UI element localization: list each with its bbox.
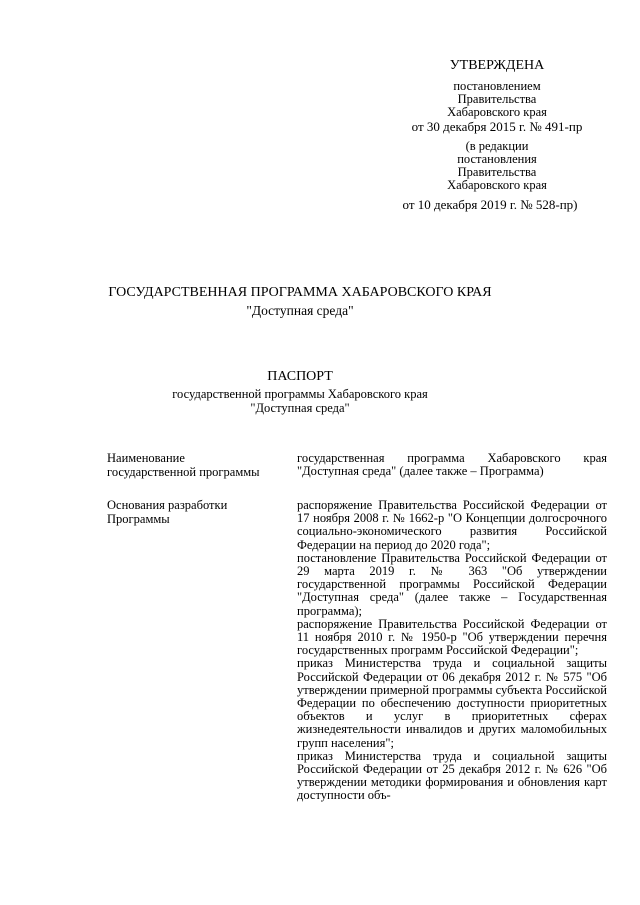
passport-title: ПАСПОРТ — [267, 369, 333, 384]
approval-stamp — [392, 58, 602, 212]
edition-line-3: Правительства — [457, 165, 537, 179]
row-value-grounds — [297, 499, 607, 803]
row-label-grounds: Основания разработки Программы — [107, 498, 228, 526]
row-paragraph: распоряжение Правительства Российской Федерации от 17 ноября 2008 г. № 1662-р "О Концепции долгосрочного социально-экономического развития Российской Федерации на период до 2020 года"; — [297, 498, 607, 552]
approval-date: от 30 декабря 2015 г. № 491-пр — [411, 119, 583, 134]
edition-date: от 10 декабря 2019 г. № 528-пр) — [402, 197, 578, 212]
edition-line-1: (в редакции — [465, 139, 529, 153]
row-paragraph: распоряжение Правительства Российской Федерации от 11 ноября 2010 г. № 1950-р "Об утверждении перечня государственных программ Российской Федерации"; — [297, 616, 607, 658]
approval-line-1: постановлением — [453, 79, 541, 93]
row-value-program-name — [297, 452, 607, 478]
passport-subtitle-line-2: "Доступная среда" — [250, 400, 350, 415]
passport-subtitle — [150, 388, 450, 415]
row-paragraph: государственная программа Хабаровского края "Доступная среда" (далее также – Программа) — [297, 451, 607, 479]
program-subtitle: "Доступная среда" — [246, 303, 354, 318]
row-paragraph: приказ Министерства труда и социальной защиты Российской Федерации от 06 декабря 2012 г. № 575 "Об утверждении примерной программы субъекта Российской Федерации по обеспечению доступности приоритетных объектов и услуг в приоритетных сферах жизнедеятельности инвалидов и других маломобильных групп населения"; — [297, 656, 607, 750]
approval-line-3: Хабаровского края — [447, 105, 547, 119]
program-title: ГОСУДАРСТВЕННАЯ ПРОГРАММА ХАБАРОВСКОГО КРАЯ — [108, 285, 492, 300]
row-paragraph: приказ Министерства труда и социальной защиты Российской Федерации от 25 декабря 2012 г. № 626 "Об утверждении методики формирования и обновления карт доступности объ- — [297, 748, 607, 803]
row-label-program-name: Наименование государственной программы — [107, 451, 260, 479]
passport-subtitle-line-1: государственной программы Хабаровского края — [172, 387, 428, 401]
edition-line-4: Хабаровского края — [447, 178, 547, 192]
approval-heading: УТВЕРЖДЕНА — [449, 58, 545, 73]
approval-line-2: Правительства — [457, 92, 537, 106]
row-paragraph: постановление Правительства Российской Федерации от 29 марта 2019 г. № 363 "Об утверждении государственной программы Российской Федерации "Доступная среда" (далее также – Государственная программа); — [297, 550, 607, 618]
edition-line-2: постановления — [457, 152, 537, 166]
